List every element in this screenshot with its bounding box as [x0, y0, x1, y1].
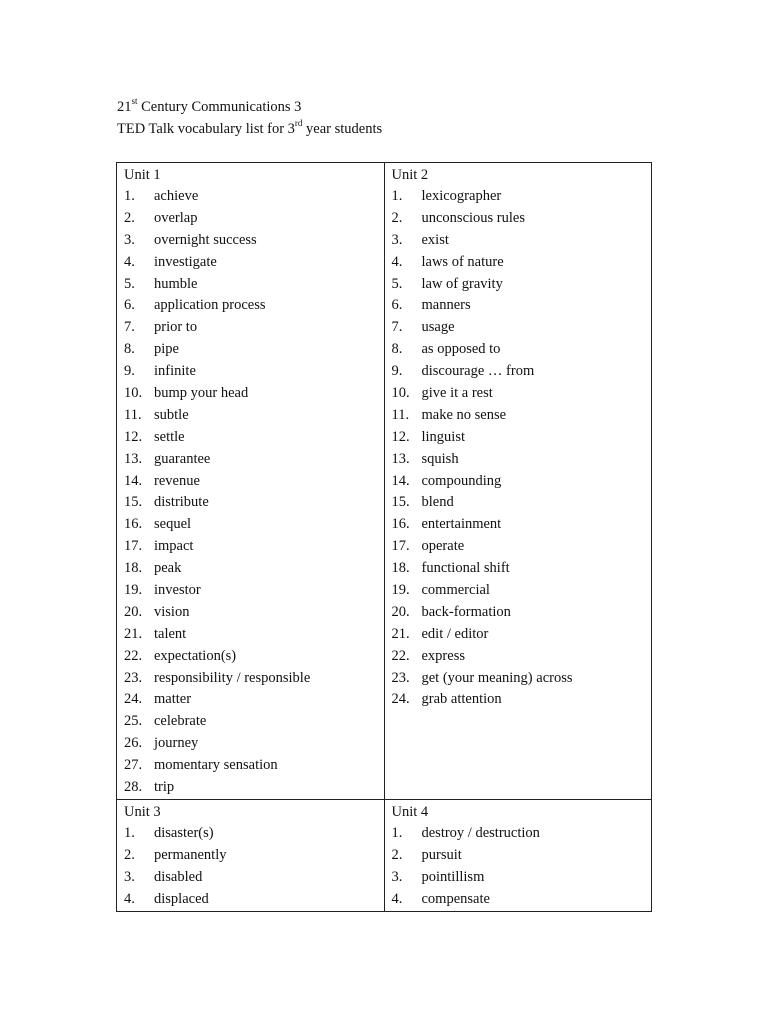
vocab-word: grab attention — [421, 691, 502, 708]
vocab-word: laws of nature — [421, 253, 504, 270]
list-item — [124, 274, 384, 296]
item-number: 17. — [124, 538, 143, 555]
list-item — [124, 514, 384, 536]
vocab-word: functional shift — [421, 560, 510, 577]
list-item — [392, 405, 652, 427]
list-item — [124, 449, 384, 471]
vocab-word: make no sense — [421, 406, 507, 423]
vocab-word: momentary sensation — [154, 757, 278, 774]
vocab-word: prior to — [154, 319, 198, 336]
list-item — [392, 558, 652, 580]
list-item — [392, 867, 652, 889]
vocab-list — [124, 823, 384, 911]
item-number: 4. — [391, 890, 403, 907]
list-item — [392, 383, 652, 405]
item-number: 24. — [124, 691, 143, 708]
vocab-word: overlap — [154, 209, 198, 226]
list-item — [392, 252, 652, 274]
item-number: 7. — [391, 319, 403, 336]
vocab-word: unconscious rules — [421, 209, 525, 226]
list-item — [392, 514, 652, 536]
list-item — [392, 449, 652, 471]
item-number: 28. — [124, 779, 143, 796]
item-number: 20. — [391, 603, 410, 620]
vocab-word: back-formation — [421, 603, 511, 620]
vocab-word: express — [421, 647, 465, 664]
item-number: 14. — [391, 472, 410, 489]
item-number: 1. — [124, 188, 135, 204]
list-item — [392, 823, 652, 845]
vocab-word: commercial — [421, 582, 490, 599]
item-number: 6. — [124, 297, 135, 314]
document-heading — [117, 96, 382, 140]
list-item — [124, 405, 384, 427]
vocab-word: trip — [154, 779, 175, 796]
vocab-word: disaster(s) — [154, 824, 214, 841]
vocab-word: settle — [154, 428, 185, 445]
item-number: 2. — [124, 209, 135, 226]
item-number: 16. — [391, 516, 410, 533]
item-number: 19. — [124, 582, 143, 599]
list-subtitle: TED Talk vocabulary list for 3rd year students — [117, 118, 383, 137]
list-item — [392, 230, 652, 252]
item-number: 10. — [391, 385, 410, 402]
list-item — [124, 208, 384, 230]
item-number: 16. — [124, 516, 143, 533]
unit-cell — [117, 163, 385, 800]
list-item — [392, 668, 652, 690]
vocab-word: compensate — [421, 890, 490, 907]
list-item — [124, 471, 384, 493]
list-item — [124, 252, 384, 274]
item-number: 4. — [391, 253, 403, 270]
list-item — [392, 889, 652, 911]
vocab-word: discourage … from — [421, 363, 535, 380]
list-item — [392, 361, 652, 383]
list-item — [124, 867, 384, 889]
vocab-word: peak — [154, 560, 182, 577]
item-number: 6. — [391, 297, 403, 314]
list-item — [124, 186, 384, 208]
list-item — [124, 646, 384, 668]
item-number: 27. — [124, 757, 143, 774]
vocab-word: entertainment — [421, 516, 502, 533]
item-number: 12. — [391, 428, 410, 445]
item-number: 9. — [124, 363, 135, 380]
vocab-word: investigate — [154, 253, 217, 270]
item-number: 12. — [124, 428, 143, 445]
list-item — [124, 668, 384, 690]
vocab-word: infinite — [154, 363, 196, 380]
item-number: 22. — [124, 647, 143, 664]
item-number: 1. — [391, 824, 403, 841]
vocab-word: overnight success — [154, 231, 257, 248]
vocab-word: lexicographer — [421, 188, 502, 204]
list-item — [392, 186, 652, 208]
list-item — [124, 624, 384, 646]
item-number: 23. — [124, 669, 143, 686]
item-number: 25. — [124, 713, 143, 730]
item-number: 3. — [124, 868, 135, 885]
vocab-word: revenue — [154, 472, 200, 489]
vocab-word: displaced — [154, 890, 209, 907]
list-item — [392, 295, 652, 317]
list-item — [124, 733, 384, 755]
vocab-word: responsibility / responsible — [154, 669, 311, 686]
course-title: 21st Century Communications 3 — [117, 96, 302, 115]
table-row — [117, 799, 652, 911]
vocab-word: expectation(s) — [154, 647, 237, 664]
item-number: 4. — [124, 253, 135, 270]
vocab-word: destroy / destruction — [421, 824, 540, 841]
item-number: 2. — [391, 209, 403, 226]
item-number: 18. — [391, 560, 410, 577]
vocab-word: operate — [421, 538, 465, 555]
item-number: 8. — [124, 341, 135, 358]
list-item — [124, 427, 384, 449]
item-number: 13. — [391, 450, 410, 467]
vocab-word: get (your meaning) across — [421, 669, 573, 686]
list-item — [392, 602, 652, 624]
list-item — [124, 536, 384, 558]
vocab-word: squish — [421, 450, 459, 467]
item-number: 21. — [391, 625, 410, 642]
vocab-word: as opposed to — [421, 341, 501, 358]
vocab-word: talent — [154, 625, 187, 642]
item-number: 10. — [124, 385, 143, 402]
vocab-word: celebrate — [154, 713, 207, 730]
vocab-word: manners — [421, 297, 471, 314]
vocab-word: bump your head — [154, 385, 249, 402]
table-row — [117, 163, 652, 800]
unit-title: Unit 1 — [124, 167, 161, 183]
item-number: 5. — [391, 275, 403, 292]
vocab-word: humble — [154, 275, 198, 292]
item-number: 7. — [124, 319, 135, 336]
item-number: 1. — [124, 824, 135, 841]
list-item — [124, 317, 384, 339]
list-item — [392, 274, 652, 296]
unit-title: Unit 2 — [391, 167, 429, 183]
item-number: 15. — [391, 494, 410, 511]
vocab-word: guarantee — [154, 450, 211, 467]
vocab-word: pipe — [154, 341, 179, 358]
list-item — [124, 777, 384, 799]
list-item — [124, 339, 384, 361]
vocab-word: exist — [421, 231, 449, 248]
list-item — [392, 845, 652, 867]
list-item — [392, 646, 652, 668]
list-item — [392, 208, 652, 230]
vocab-word: vision — [154, 603, 190, 620]
item-number: 2. — [391, 846, 403, 863]
vocab-word: matter — [154, 691, 192, 708]
unit-cell — [384, 163, 652, 800]
list-item — [124, 755, 384, 777]
list-item — [392, 339, 652, 361]
vocab-word: disabled — [154, 868, 203, 885]
list-item — [392, 536, 652, 558]
list-item — [392, 689, 652, 711]
list-item — [124, 602, 384, 624]
item-number: 13. — [124, 450, 143, 467]
item-number: 2. — [124, 846, 135, 863]
item-number: 5. — [124, 275, 135, 292]
item-number: 1. — [391, 188, 403, 204]
list-item — [124, 580, 384, 602]
list-item — [392, 317, 652, 339]
item-number: 21. — [124, 625, 143, 642]
unit-cell — [384, 799, 652, 911]
vocab-word: investor — [154, 582, 201, 599]
list-item — [124, 492, 384, 514]
unit-title: Unit 3 — [124, 803, 161, 820]
list-item — [124, 711, 384, 733]
list-item — [392, 492, 652, 514]
item-number: 22. — [391, 647, 410, 664]
unit-cell — [117, 799, 385, 911]
item-number: 11. — [124, 406, 142, 423]
vocab-word: edit / editor — [421, 625, 489, 642]
item-number: 3. — [391, 231, 403, 248]
vocab-word: compounding — [421, 472, 502, 489]
list-item — [124, 845, 384, 867]
vocab-word: linguist — [421, 428, 466, 445]
vocab-list — [124, 186, 384, 799]
list-item — [392, 624, 652, 646]
item-number: 20. — [124, 603, 143, 620]
vocabulary-table — [116, 162, 652, 912]
item-number: 9. — [391, 363, 403, 380]
item-number: 8. — [391, 341, 403, 358]
item-number: 18. — [124, 560, 143, 577]
item-number: 26. — [124, 735, 143, 752]
list-item — [124, 558, 384, 580]
item-number: 17. — [391, 538, 410, 555]
vocab-word: sequel — [154, 516, 192, 533]
item-number: 14. — [124, 472, 143, 489]
list-item — [124, 823, 384, 845]
unit-title: Unit 4 — [391, 803, 429, 820]
list-item — [392, 427, 652, 449]
list-item — [124, 383, 384, 405]
vocab-word: application process — [154, 297, 266, 314]
vocab-word: distribute — [154, 494, 209, 511]
list-item — [124, 361, 384, 383]
vocab-word: impact — [154, 538, 194, 555]
list-item — [124, 689, 384, 711]
vocab-list — [392, 186, 652, 711]
item-number: 24. — [391, 691, 410, 708]
item-number: 4. — [124, 890, 135, 907]
vocab-word: pointillism — [421, 868, 485, 885]
list-item — [124, 230, 384, 252]
vocab-word: give it a rest — [421, 385, 493, 402]
vocab-word: permanently — [154, 846, 227, 863]
list-item — [124, 889, 384, 911]
item-number: 3. — [391, 868, 403, 885]
vocab-word: usage — [421, 319, 455, 336]
vocab-list — [392, 823, 652, 911]
vocab-word: achieve — [154, 188, 199, 204]
vocab-word: journey — [154, 735, 199, 752]
item-number: 23. — [391, 669, 410, 686]
item-number: 19. — [391, 582, 410, 599]
list-item — [124, 295, 384, 317]
vocab-word: pursuit — [421, 846, 462, 863]
vocab-word: subtle — [154, 406, 189, 423]
item-number: 3. — [124, 231, 135, 248]
item-number: 15. — [124, 494, 143, 511]
list-item — [392, 471, 652, 493]
vocab-word: blend — [421, 494, 454, 511]
item-number: 11. — [391, 406, 410, 423]
vocab-word: law of gravity — [421, 275, 503, 292]
list-item — [392, 580, 652, 602]
